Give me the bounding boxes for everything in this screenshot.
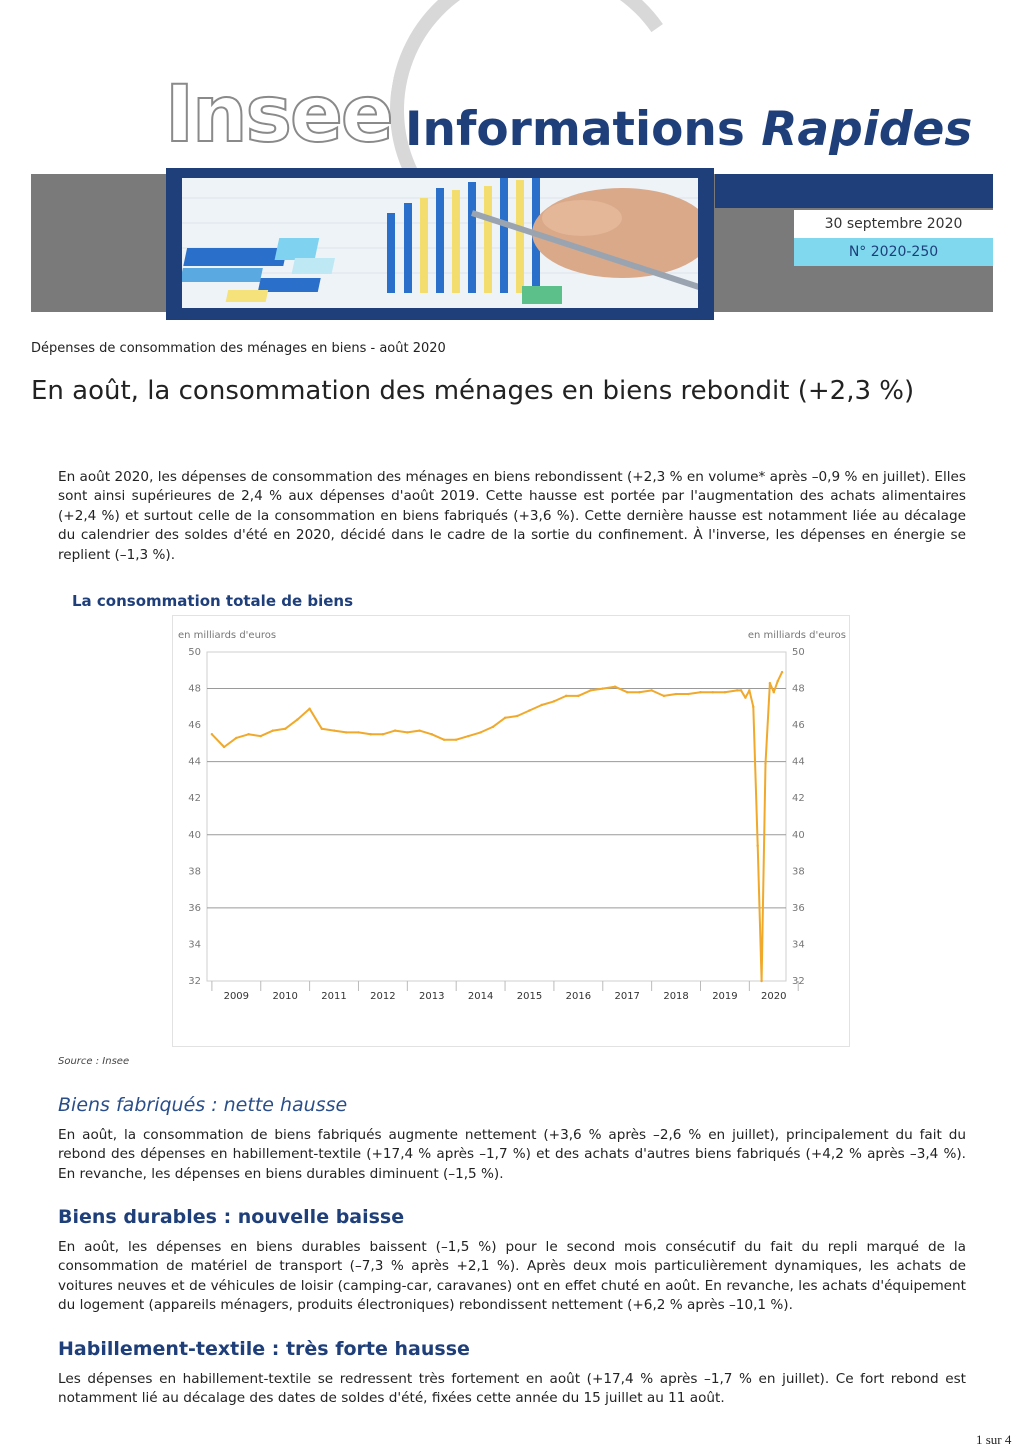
y-axis-unit-right: en milliards d'euros	[747, 630, 846, 641]
data-point	[308, 707, 310, 709]
chart-source: Source : Insee	[58, 1056, 130, 1067]
data-point	[724, 691, 726, 693]
data-point	[712, 691, 714, 693]
data-point	[589, 689, 591, 691]
y-axis-unit-left: en milliards d'euros	[178, 630, 277, 641]
data-point	[211, 733, 213, 735]
y-tick-label-left: 44	[188, 756, 201, 768]
y-tick-label-left: 40	[188, 829, 201, 841]
publication-title	[405, 102, 973, 157]
data-point	[284, 728, 286, 730]
data-point	[296, 718, 298, 720]
x-tick-label: 2009	[223, 991, 250, 1002]
y-tick-label-right: 50	[792, 647, 805, 658]
data-point	[760, 980, 762, 982]
x-tick-label: 2015	[516, 991, 543, 1002]
publication-date: 30 septembre 2020	[794, 210, 993, 238]
data-point	[357, 731, 359, 733]
data-point	[235, 737, 237, 739]
data-point	[406, 731, 408, 733]
data-point	[382, 733, 384, 735]
x-tick-label: 2020	[761, 991, 787, 1002]
data-point	[492, 726, 494, 728]
data-point	[740, 689, 742, 691]
y-tick-label-left: 32	[188, 976, 201, 987]
data-point	[626, 691, 628, 693]
section-text-manufactured-goods: En août, la consommation de biens fabriqués augmente nettement (+3,6 % après –2,6 % en juillet), principalement du fait du rebond des dépenses en habillement-textile (+17,4 % après –1,7 %) et des achats d'autres biens fabriqués (+4,2 % après –3,4 %). En revanche, les dépenses en biens durables diminuent (–1,5 %).	[58, 1127, 966, 1182]
data-point	[443, 739, 445, 741]
data-point	[479, 731, 481, 733]
data-point	[663, 695, 665, 697]
data-point	[675, 693, 677, 695]
data-point	[333, 729, 335, 731]
y-tick-label-right: 46	[792, 720, 805, 732]
data-point	[540, 704, 542, 706]
y-tick-label-right: 36	[792, 902, 805, 914]
data-point	[764, 762, 766, 764]
data-point	[345, 731, 347, 733]
data-point	[223, 746, 225, 748]
data-point	[418, 729, 420, 731]
y-tick-label-right: 42	[792, 793, 805, 805]
x-tick-label: 2016	[565, 991, 592, 1002]
data-point	[736, 689, 738, 691]
data-point	[602, 687, 604, 689]
publication-title-main: Informations	[405, 102, 745, 157]
data-point	[431, 733, 433, 735]
plot-area-border	[207, 652, 786, 981]
data-point	[321, 728, 323, 730]
data-point	[699, 691, 701, 693]
y-tick-label-right: 38	[792, 866, 805, 878]
section-heading-manufactured-goods: Biens fabriqués : nette hausse	[58, 1094, 348, 1116]
data-point	[504, 717, 506, 719]
data-point	[516, 715, 518, 717]
x-tick-label: 2018	[663, 991, 689, 1002]
banner-illustration-svg	[182, 178, 698, 308]
x-tick-label: 2012	[370, 991, 396, 1002]
y-tick-label-left: 42	[188, 793, 201, 805]
data-point	[553, 700, 555, 702]
data-point	[650, 689, 652, 691]
insee-logo: Insee	[165, 70, 392, 160]
section-text-clothing-textile: Les dépenses en habillement-textile se redressent très fortement en août (+17,4 % après –1,7 % en juillet). Ce fort rebond est notamment lié au décalage des dates de soldes d'été, fixées cette année du 15 juillet au 11 août.	[58, 1371, 966, 1407]
data-point	[638, 691, 640, 693]
data-point	[565, 695, 567, 697]
consumption-line-chart	[172, 615, 850, 1047]
data-point	[614, 686, 616, 688]
data-point	[528, 709, 530, 711]
y-tick-label-right: 32	[792, 976, 805, 987]
data-point	[455, 739, 457, 741]
y-tick-label-left: 38	[188, 866, 201, 878]
data-point	[369, 733, 371, 735]
y-tick-label-right: 44	[792, 756, 805, 768]
y-tick-label-left: 50	[188, 647, 201, 658]
data-point	[769, 682, 771, 684]
breadcrumb: Dépenses de consommation des ménages en biens - août 2020	[31, 341, 446, 356]
x-tick-label: 2019	[712, 991, 738, 1002]
data-point	[577, 695, 579, 697]
data-point	[687, 693, 689, 695]
intro-paragraph: En août 2020, les dépenses de consommation des ménages en biens rebondissent (+2,3 % en volume* après –0,9 % en juillet). Elles sont ainsi supérieures de 2,4 % aux dépenses d'août 2019. Cette hausse est portée par l'augmentation des achats alimentaires (+2,4 %) et surtout celle de la consommation en biens fabriqués (+3,6 %). Cette dernière hausse est notamment liée au décalage du calendrier des soldes d'été en 2020, décidé dans le cadre de la sortie du confinement. À l'inverse, les dépenses en énergie se replient (–1,3 %).	[58, 469, 966, 563]
page-number: 1 sur 4	[976, 1432, 1012, 1447]
data-point	[260, 735, 262, 737]
section-heading-durable-goods: Biens durables : nouvelle baisse	[58, 1206, 405, 1228]
chart-title: La consommation totale de biens	[72, 592, 354, 610]
y-tick-label-right: 48	[792, 683, 805, 695]
publication-number: N° 2020-250	[794, 238, 993, 266]
header-blue-band	[715, 174, 993, 208]
y-tick-label-left: 36	[188, 902, 201, 914]
data-point	[748, 689, 750, 691]
section-text-durable-goods: En août, les dépenses en biens durables baissent (–1,5 %) pour le second mois consécutif du fait du repli marqué de la consommation de matériel de transport (–7,3 % après +2,1 %). Après deux mois particulièrement dynamiques, les achats de voitures neuves et de véhicules de loisir (camping-car, caravanes) ont en effet chuté en août. En revanche, les achats d'équipement du logement (appareils ménagers, produits électroniques) rebondissent nettement (+6,2 % après –10,1 %).	[58, 1239, 966, 1314]
data-point	[467, 735, 469, 737]
data-point	[247, 733, 249, 735]
y-tick-label-right: 40	[792, 829, 805, 841]
data-point	[773, 691, 775, 693]
y-tick-label-left: 34	[188, 939, 201, 951]
data-point	[756, 845, 758, 847]
x-tick-label: 2010	[272, 991, 298, 1002]
data-point	[744, 696, 746, 698]
data-point	[752, 706, 754, 708]
x-tick-label: 2013	[419, 991, 445, 1002]
data-point	[394, 729, 396, 731]
page-title: En août, la consommation des ménages en biens rebondit (+2,3 %)	[31, 376, 915, 406]
publication-title-italic: Rapides	[761, 102, 973, 157]
y-tick-label-left: 48	[188, 683, 201, 695]
data-point	[776, 680, 778, 682]
data-point	[781, 671, 783, 673]
section-heading-clothing-textile: Habillement-textile : très forte hausse	[58, 1338, 470, 1360]
x-tick-label: 2014	[467, 991, 494, 1002]
banner-chart-illustration	[182, 178, 698, 308]
x-tick-label: 2011	[321, 991, 347, 1002]
header-banner-image	[166, 168, 714, 320]
data-point	[272, 729, 274, 731]
y-tick-label-left: 46	[188, 720, 201, 732]
y-tick-label-right: 34	[792, 939, 805, 951]
x-tick-label: 2017	[614, 991, 640, 1002]
